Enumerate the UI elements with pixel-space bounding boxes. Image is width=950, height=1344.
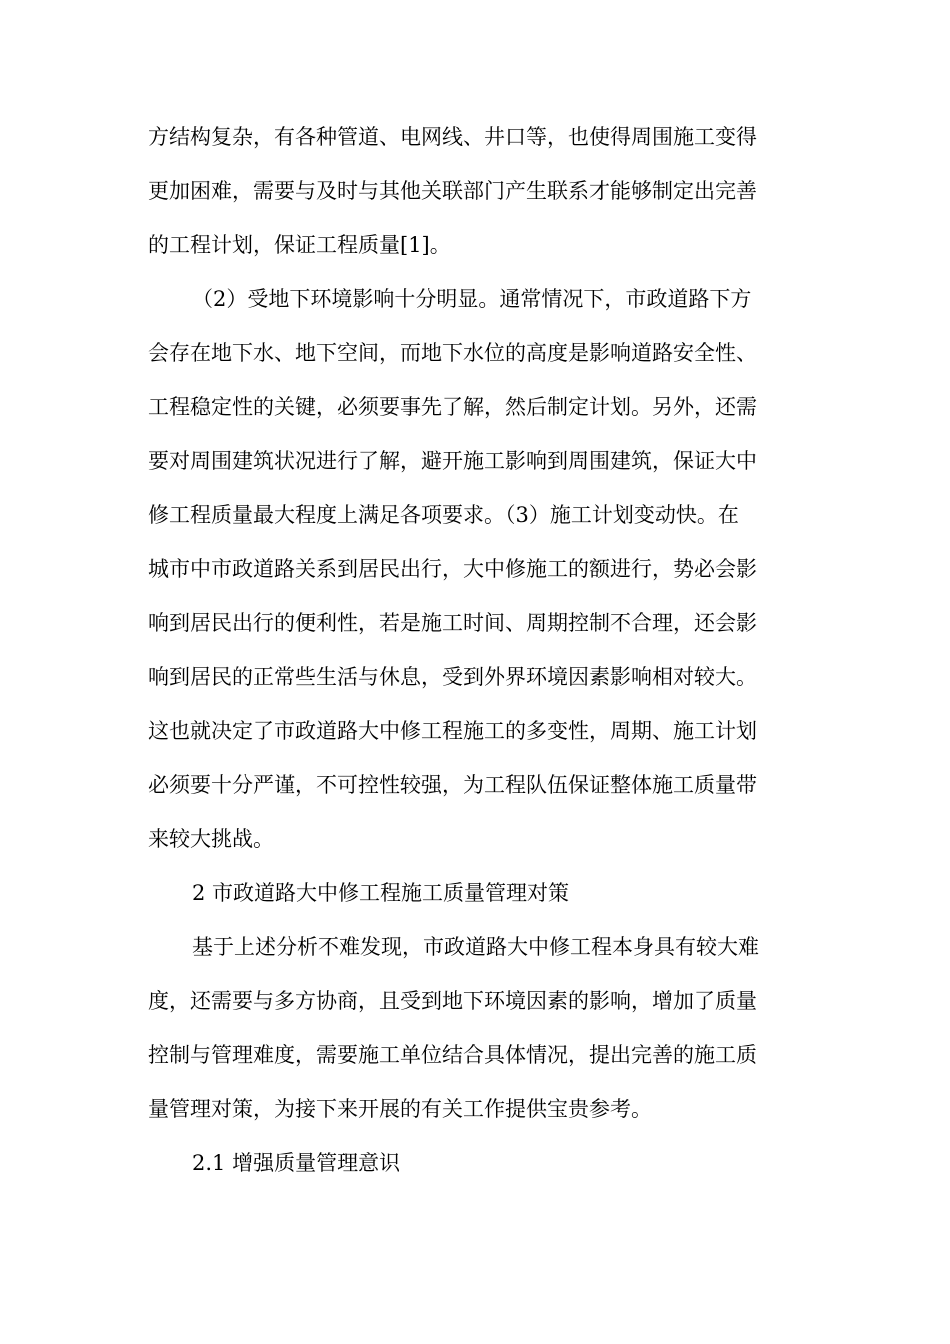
paragraph-line: 基于上述分析不难发现，市政道路大中修工程本身具有较大难 <box>192 935 759 959</box>
subsection-heading: 2.1 增强质量管理意识 <box>192 1151 401 1175</box>
text-line: 修工程质量最大程度上满足各项要求。（3）施工计划变动快。在 <box>148 503 739 527</box>
text-line: 这也就决定了市政道路大中修工程施工的多变性，周期、施工计划 <box>148 719 757 743</box>
text-line: 工程稳定性的关键，必须要事先了解，然后制定计划。另外，还需 <box>148 395 757 419</box>
text-line: 必须要十分严谨，不可控性较强，为工程队伍保证整体施工质量带 <box>148 773 757 797</box>
text-line: 响到居民出行的便利性，若是施工时间、周期控制不合理，还会影 <box>148 611 757 635</box>
text-line: 来较大挑战。 <box>148 827 274 851</box>
text-line: 方结构复杂，有各种管道、电网线、井口等，也使得周围施工变得 <box>148 125 757 149</box>
paragraph-line: （2）受地下环境影响十分明显。通常情况下，市政道路下方 <box>192 287 752 311</box>
text-line: 响到居民的正常些生活与休息，受到外界环境因素影响相对较大。 <box>148 665 757 689</box>
text-line: 量管理对策，为接下来开展的有关工作提供宝贵参考。 <box>148 1097 652 1121</box>
text-line: 要对周围建筑状况进行了解，避开施工影响到周围建筑，保证大中 <box>148 449 757 473</box>
section-heading: 2 市政道路大中修工程施工质量管理对策 <box>192 881 570 905</box>
text-line: 城市中市政道路关系到居民出行，大中修施工的额进行，势必会影 <box>148 557 757 581</box>
text-line: 的工程计划，保证工程质量[1]。 <box>148 233 451 257</box>
text-line: 更加困难，需要与及时与其他关联部门产生联系才能够制定出完善 <box>148 179 757 203</box>
text-line: 控制与管理难度，需要施工单位结合具体情况，提出完善的施工质 <box>148 1043 757 1067</box>
text-line: 度，还需要与多方协商，且受到地下环境因素的影响，增加了质量 <box>148 989 757 1013</box>
text-line: 会存在地下水、地下空间，而地下水位的高度是影响道路安全性、 <box>148 341 757 365</box>
